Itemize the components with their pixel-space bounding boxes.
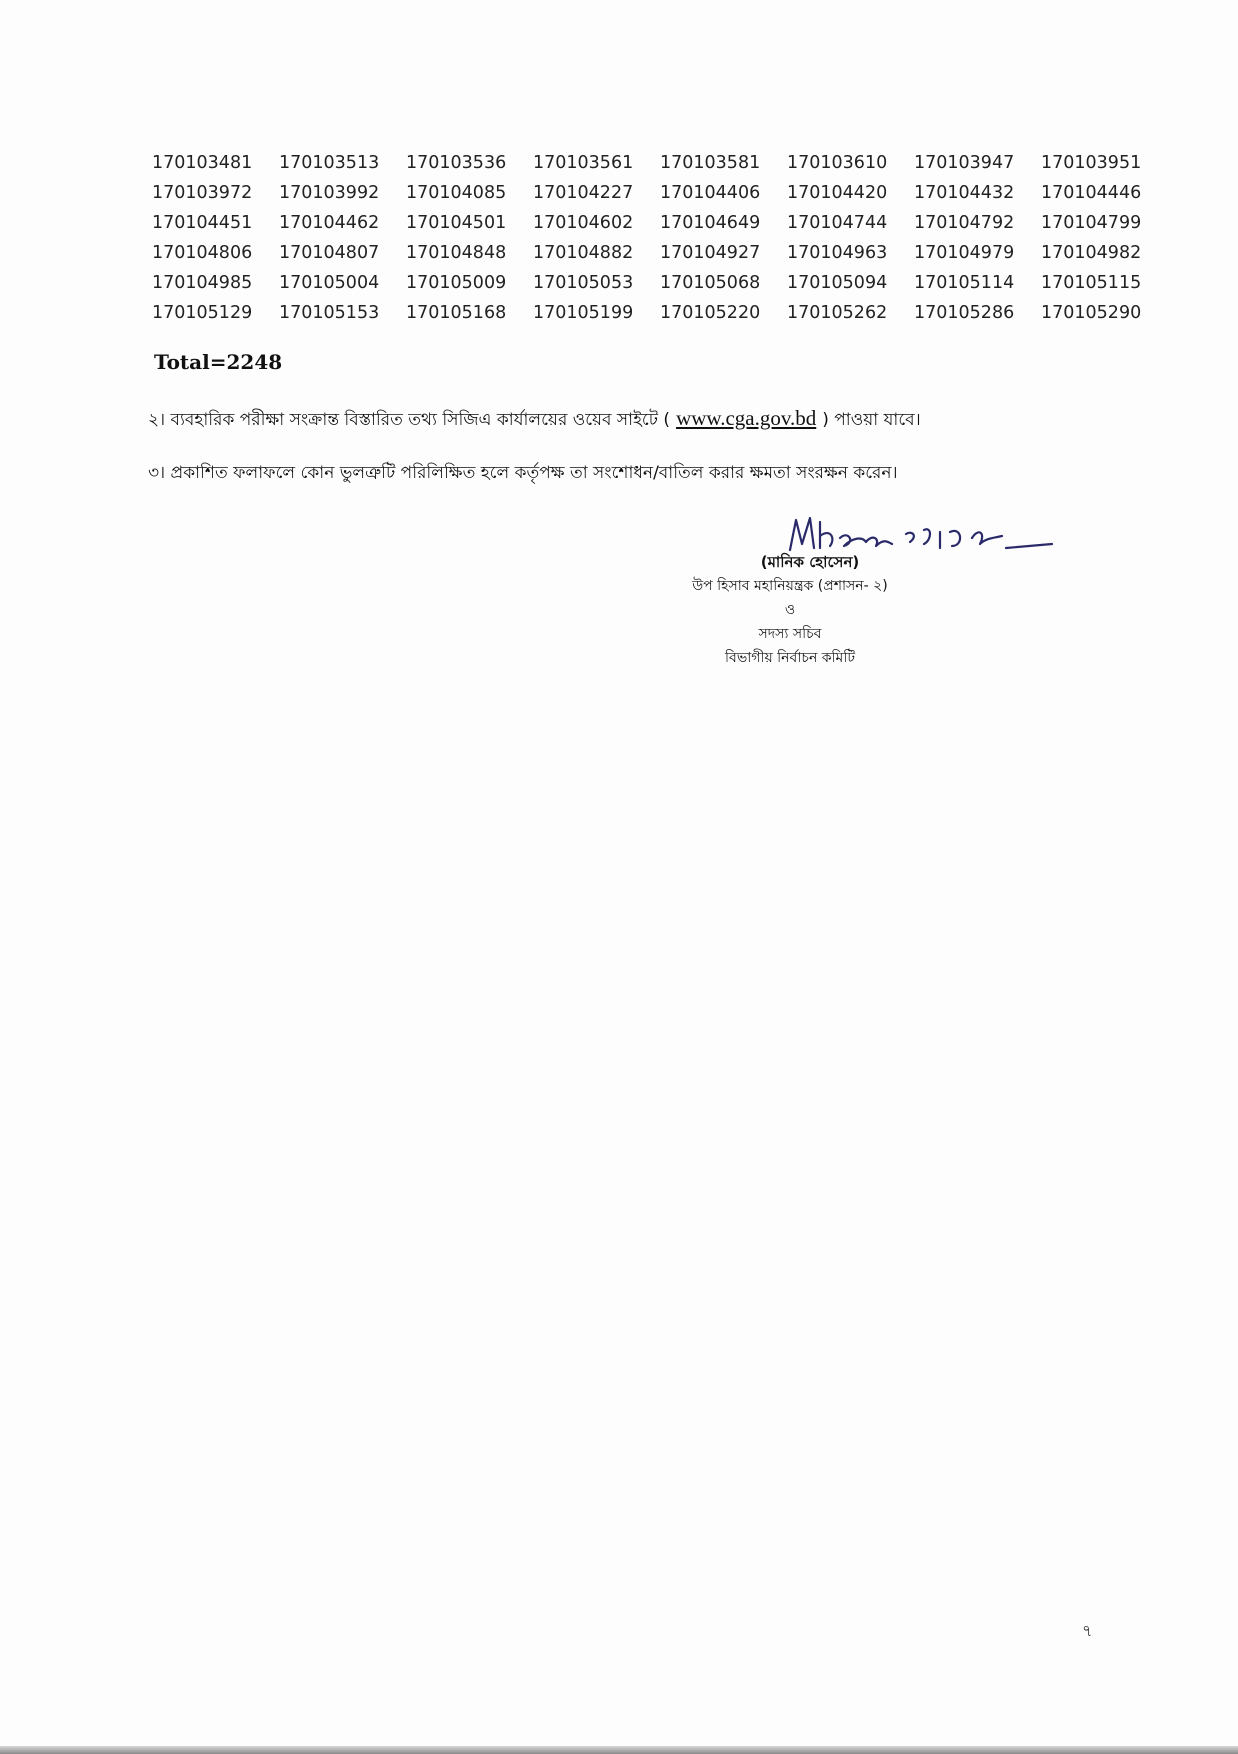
roll-row <box>152 298 1168 328</box>
roll-number-cell: 170105290 <box>1041 303 1142 323</box>
roll-number-cell: 170104985 <box>152 273 253 293</box>
roll-number-cell: 170103947 <box>914 153 1015 173</box>
roll-number-cell: 170104227 <box>533 183 634 203</box>
roll-number-cell: 170104744 <box>787 213 888 233</box>
roll-number-cell: 170103972 <box>152 183 253 203</box>
roll-number-cell: 170104085 <box>406 183 507 203</box>
roll-number-cell: 170105199 <box>533 303 634 323</box>
roll-number-cell: 170105053 <box>533 273 634 293</box>
signatory-designation: উপ হিসাব মহানিয়ন্ত্রক (প্রশাসন- ২) <box>692 578 888 594</box>
signatory-committee: বিভাগীয় নির্বাচন কমিটি <box>725 650 855 666</box>
page-number: ৭ <box>1082 1621 1093 1640</box>
roll-row <box>152 238 1168 268</box>
signatory-role: সদস্য সচিব <box>758 626 822 642</box>
roll-number-cell: 170105153 <box>279 303 380 323</box>
roll-row <box>152 208 1168 238</box>
roll-number-cell: 170104927 <box>660 243 761 263</box>
roll-number-cell: 170103992 <box>279 183 380 203</box>
note-2-text: ২। ব্যবহারিক পরীক্ষা সংক্রান্ত বিস্তারিত তথ্য সিজিএ কার্যালয়ের ওয়েব সাইটে ( <box>148 410 671 430</box>
roll-number-cell: 170105115 <box>1041 273 1142 293</box>
signatory-name: (মানিক হোসেন) <box>760 553 860 571</box>
roll-number-cell: 170104649 <box>660 213 761 233</box>
roll-number-cell: 170104446 <box>1041 183 1142 203</box>
signature-block <box>660 550 920 670</box>
website-link[interactable]: www.cga.gov.bd <box>676 406 817 430</box>
roll-number-cell: 170105114 <box>914 273 1015 293</box>
roll-number-cell: 170104806 <box>152 243 253 263</box>
roll-number-cell: 170105094 <box>787 273 888 293</box>
note-2-tail: ) পাওয়া যাবে। <box>822 410 921 430</box>
roll-number-cell: 170103536 <box>406 153 507 173</box>
roll-number-cell: 170103481 <box>152 153 253 173</box>
correction-note: ৩। প্রকাশিত ফলাফলে কোন ভুলত্রুটি পরিলিক্ষিত হলে কর্তৃপক্ষ তা সংশোধন/বাতিল করার ক্ষমতা সংরক্ষন করেন। <box>148 463 898 483</box>
roll-number-cell: 170105220 <box>660 303 761 323</box>
roll-number-cell: 170105262 <box>787 303 888 323</box>
roll-number-cell: 170104406 <box>660 183 761 203</box>
roll-number-cell: 170103581 <box>660 153 761 173</box>
roll-number-cell: 170104501 <box>406 213 507 233</box>
roll-number-cell: 170104432 <box>914 183 1015 203</box>
roll-number-cell: 170104807 <box>279 243 380 263</box>
total-count: Total=2248 <box>154 350 283 374</box>
roll-row <box>152 268 1168 298</box>
roll-number-cell: 170104420 <box>787 183 888 203</box>
roll-number-cell: 170103561 <box>533 153 634 173</box>
roll-number-cell: 170105168 <box>406 303 507 323</box>
signatory-conjunction: ও <box>784 602 796 618</box>
roll-number-cell: 170104848 <box>406 243 507 263</box>
roll-number-cell: 170105286 <box>914 303 1015 323</box>
roll-number-cell: 170104799 <box>1041 213 1142 233</box>
roll-number-cell: 170105009 <box>406 273 507 293</box>
roll-row <box>152 148 1168 178</box>
practical-exam-note <box>148 406 921 435</box>
roll-number-table <box>152 148 1168 328</box>
roll-number-cell: 170104792 <box>914 213 1015 233</box>
roll-number-cell: 170105129 <box>152 303 253 323</box>
roll-number-cell: 170104963 <box>787 243 888 263</box>
roll-number-cell: 170103951 <box>1041 153 1142 173</box>
roll-number-cell: 170104982 <box>1041 243 1142 263</box>
roll-number-cell: 170103610 <box>787 153 888 173</box>
roll-number-cell: 170105004 <box>279 273 380 293</box>
scan-edge <box>0 1746 1238 1754</box>
roll-number-cell: 170104979 <box>914 243 1015 263</box>
roll-number-cell: 170104451 <box>152 213 253 233</box>
roll-number-cell: 170104602 <box>533 213 634 233</box>
roll-number-cell: 170105068 <box>660 273 761 293</box>
roll-number-cell: 170104882 <box>533 243 634 263</box>
roll-row <box>152 178 1168 208</box>
roll-number-cell: 170103513 <box>279 153 380 173</box>
roll-number-cell: 170104462 <box>279 213 380 233</box>
